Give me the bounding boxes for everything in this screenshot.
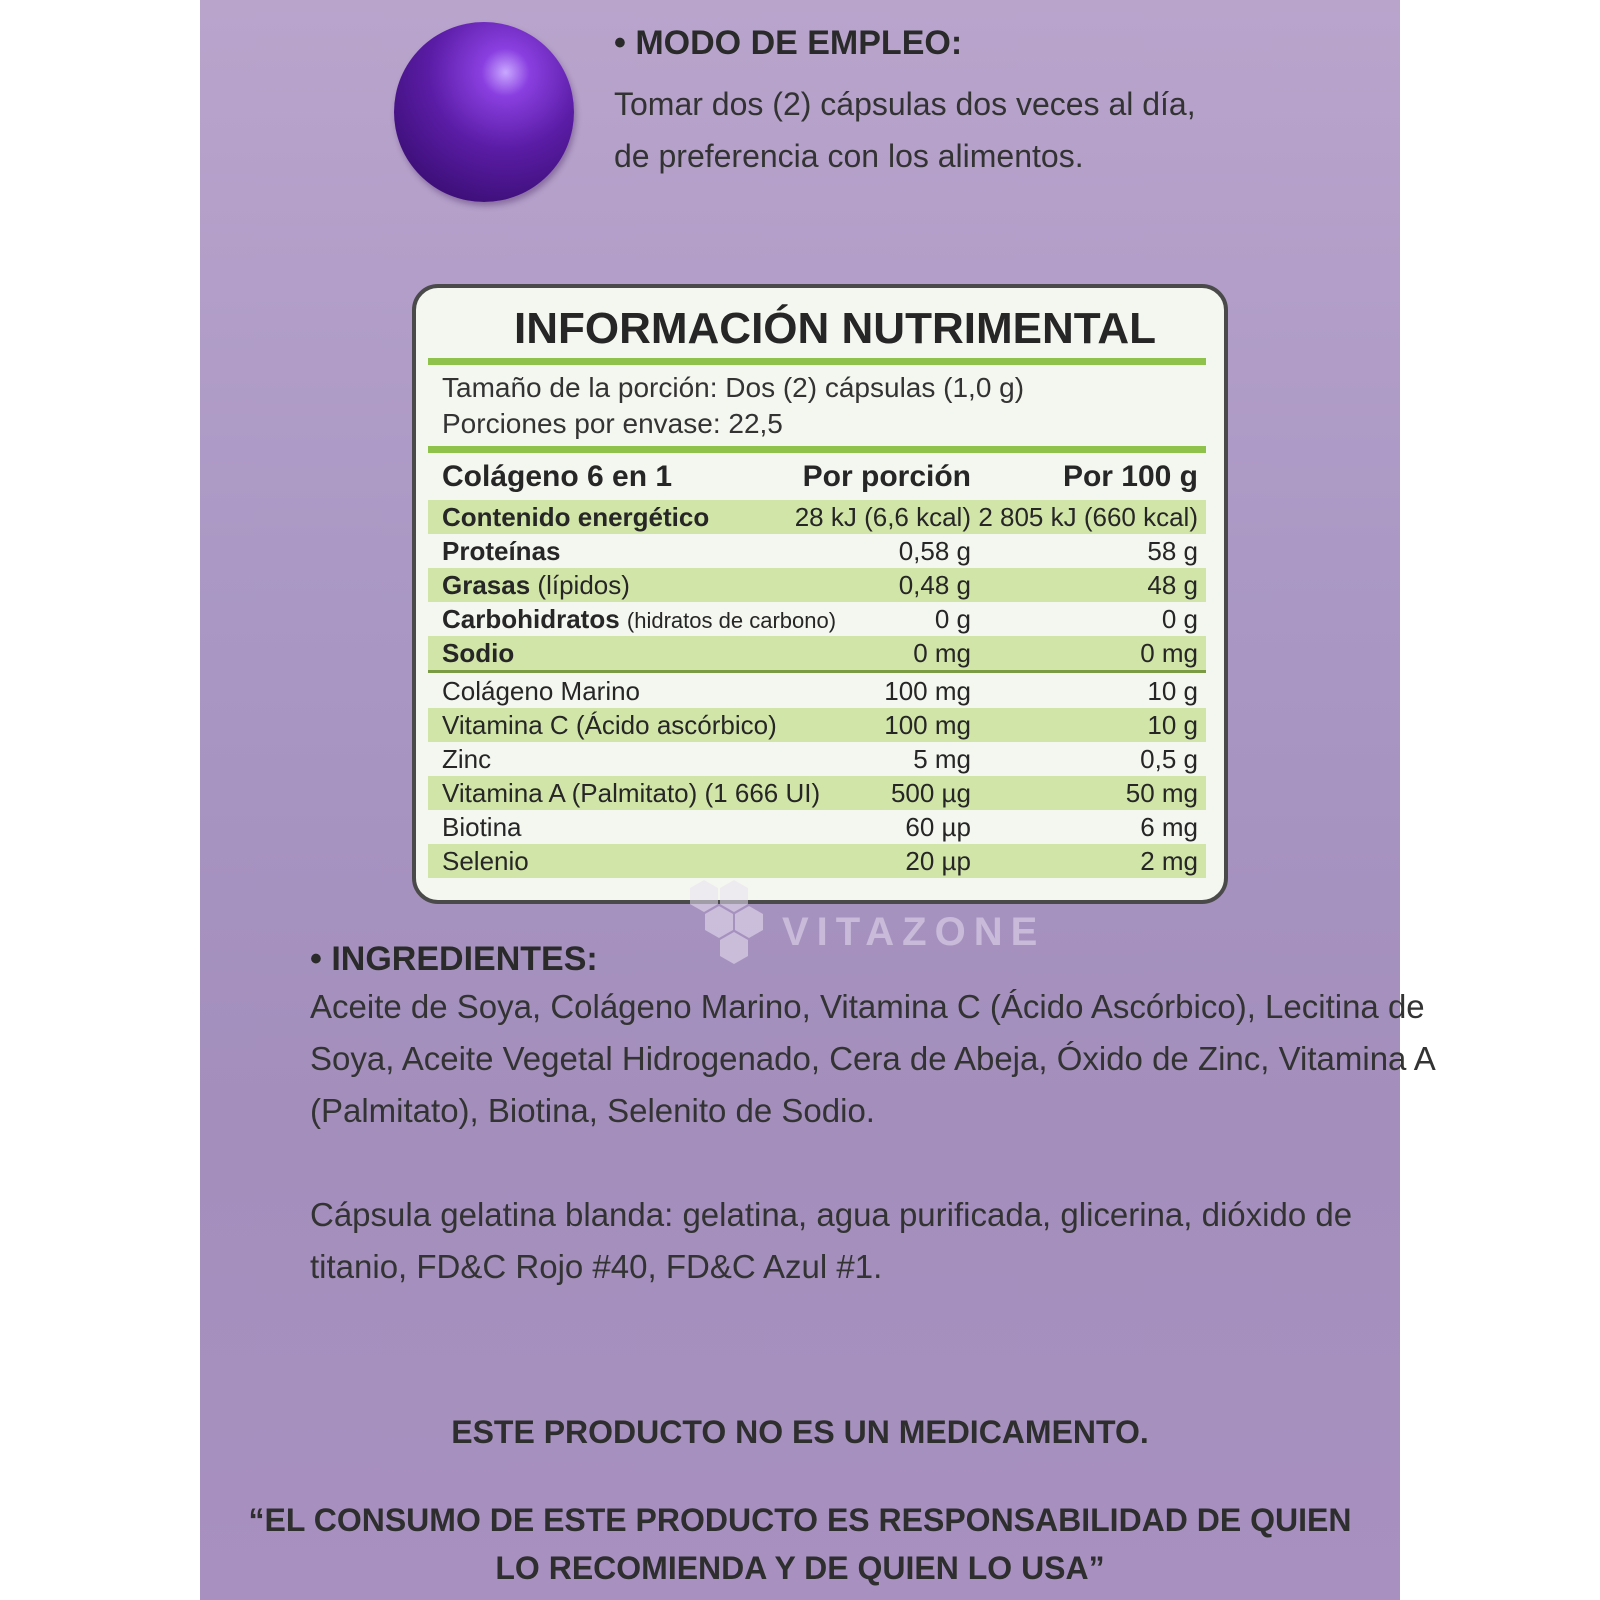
table-row: [428, 500, 1206, 534]
row-per-100: 2 805 kJ (660 kcal): [978, 502, 1198, 532]
table-row: [428, 674, 1206, 708]
table-row: [428, 742, 1206, 776]
row-label: Vitamina A (Palmitato) (1 666 UI): [442, 778, 821, 808]
row-label: Biotina: [442, 812, 522, 842]
row-label: Contenido energético: [442, 502, 710, 532]
usage-line: de preferencia con los alimentos.: [614, 138, 1084, 174]
row-label: Vitamina C (Ácido ascórbico): [442, 710, 777, 740]
capsule-ingredients-line: titanio, FD&C Rojo #40, FD&C Azul #1.: [310, 1248, 883, 1285]
row-label: Proteínas: [442, 536, 561, 566]
responsibility-notice: LO RECOMIENDA Y DE QUIEN LO USA”: [495, 1550, 1105, 1586]
row-per-100: 10 g: [1147, 710, 1198, 740]
row-per-100: 48 g: [1147, 570, 1198, 600]
servings-per-container: Porciones por envase: 22,5: [442, 408, 783, 439]
row-per-serving: 0 g: [934, 604, 971, 634]
ingredients-line: Aceite de Soya, Colágeno Marino, Vitamina C (Ácido Ascórbico), Lecitina de: [310, 988, 1425, 1025]
row-per-serving: 60 µp: [905, 812, 971, 842]
divider: [428, 446, 1206, 453]
row-label: Zinc: [442, 744, 492, 774]
row-per-serving: 100 mg: [884, 676, 971, 706]
row-per-100: 0 mg: [1140, 638, 1198, 668]
table-row: [428, 568, 1206, 602]
serving-size: Tamaño de la porción: Dos (2) cápsulas (1,0 g): [442, 372, 1025, 403]
row-per-100: 50 mg: [1125, 778, 1198, 808]
capsule-ingredients-line: Cápsula gelatina blanda: gelatina, agua purificada, glicerina, dióxido de: [310, 1196, 1353, 1233]
watermark-text: VITAZONE: [782, 910, 1046, 954]
row-note: (hidratos de carbono): [626, 608, 837, 633]
usage-line: Tomar dos (2) cápsulas dos veces al día,: [614, 86, 1196, 122]
row-per-100: 58 g: [1147, 536, 1198, 566]
row-label: Colágeno Marino: [442, 676, 641, 706]
ingredients-title: • INGREDIENTES:: [310, 940, 598, 978]
row-per-serving: 0,48 g: [898, 570, 971, 600]
table-row: [428, 844, 1206, 878]
row-per-serving: 5 mg: [913, 744, 971, 774]
row-per-serving: 500 µg: [890, 778, 971, 808]
row-label: Sodio: [442, 638, 515, 668]
row-label: Carbohidratos: [442, 604, 620, 634]
table-row: [428, 636, 1206, 670]
table-row: [428, 776, 1206, 810]
table-row: [428, 534, 1206, 568]
table-row: [428, 810, 1206, 844]
ingredients-line: (Palmitato), Biotina, Selenito de Sodio.: [310, 1092, 875, 1129]
row-label: Grasas: [442, 570, 531, 600]
row-per-100: 2 mg: [1140, 846, 1198, 876]
row-per-serving: 28 kJ (6,6 kcal): [794, 502, 971, 532]
table-header: [428, 458, 1206, 498]
header-product: Colágeno 6 en 1: [442, 460, 673, 493]
nutrition-table: [412, 284, 1228, 904]
usage-title: • MODO DE EMPLEO:: [614, 24, 963, 62]
row-per-100: 0,5 g: [1140, 744, 1198, 774]
row-per-serving: 0,58 g: [898, 536, 971, 566]
row-per-serving: 20 µp: [905, 846, 971, 876]
watermark-logo: [660, 880, 1046, 980]
nutrition-title: INFORMACIÓN NUTRIMENTAL: [514, 304, 1156, 353]
row-per-serving: 0 mg: [913, 638, 971, 668]
divider: [428, 358, 1206, 365]
ingredients-line: Soya, Aceite Vegetal Hidrogenado, Cera de Abeja, Óxido de Zinc, Vitamina A: [310, 1040, 1436, 1077]
row-label: Selenio: [442, 846, 529, 876]
capsule-image: [394, 22, 574, 202]
row-per-serving: 100 mg: [884, 710, 971, 740]
not-medicine-notice: ESTE PRODUCTO NO ES UN MEDICAMENTO.: [451, 1414, 1149, 1450]
responsibility-notice: “EL CONSUMO DE ESTE PRODUCTO ES RESPONSABILIDAD DE QUIEN: [248, 1502, 1352, 1538]
header-per-100: Por 100 g: [1062, 460, 1198, 493]
table-row: [428, 602, 1206, 636]
row-per-100: 6 mg: [1140, 812, 1198, 842]
honeycomb-icon: [660, 880, 790, 980]
row-per-100: 10 g: [1147, 676, 1198, 706]
divider: [428, 670, 1206, 673]
table-row: [428, 708, 1206, 742]
row-note: (lípidos): [537, 570, 630, 600]
header-per-serving: Por porción: [802, 460, 971, 493]
row-per-100: 0 g: [1161, 604, 1198, 634]
